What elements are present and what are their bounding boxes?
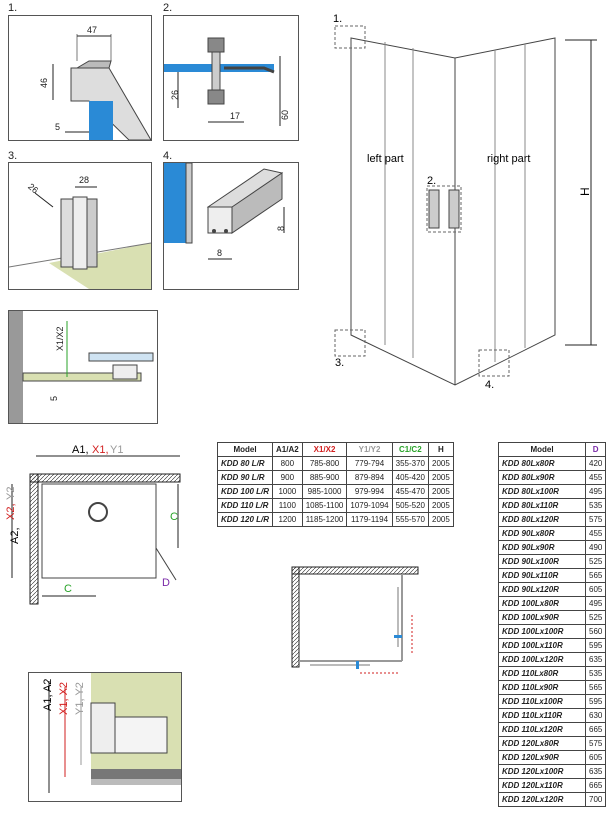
table-cell: 535 xyxy=(586,667,606,681)
table-cell: 2005 xyxy=(429,457,454,471)
table-cell: KDD 80Lx80R xyxy=(499,457,586,471)
table-cell: KDD 80Lx90R xyxy=(499,471,586,485)
table-row xyxy=(499,737,606,751)
enclosure-perspective xyxy=(325,10,609,395)
table-cell: 595 xyxy=(586,639,606,653)
table-cell: 665 xyxy=(586,779,606,793)
plan-y2: Y2 xyxy=(5,486,17,500)
col-d: D xyxy=(586,443,606,457)
col-x: X1/X2 xyxy=(302,443,347,457)
detail-1-height: 46 xyxy=(39,77,49,88)
diagonal-table-header xyxy=(499,443,606,457)
table-cell: KDD 100Lx120R xyxy=(499,653,586,667)
table-cell: 495 xyxy=(586,485,606,499)
detail-2-depth: 17 xyxy=(230,111,241,121)
col-model: Model xyxy=(218,443,273,457)
table-cell: 665 xyxy=(586,723,606,737)
table-row xyxy=(499,471,606,485)
table-cell: KDD 120 L/R xyxy=(218,513,273,527)
detail-2-height: 26 xyxy=(170,89,180,100)
enclosure-drawing xyxy=(325,10,609,395)
table-cell: 405-420 xyxy=(392,471,428,485)
table-row xyxy=(499,779,606,793)
table-row xyxy=(499,555,606,569)
table-cell: 985-1000 xyxy=(302,485,347,499)
table-cell: 785-800 xyxy=(302,457,347,471)
col-h: H xyxy=(429,443,454,457)
table-row xyxy=(499,639,606,653)
table-cell: 979-994 xyxy=(347,485,392,499)
table-cell: 535 xyxy=(586,499,606,513)
table-cell: 885-900 xyxy=(302,471,347,485)
table-row xyxy=(499,695,606,709)
detail-1-width: 47 xyxy=(87,25,98,35)
table-row xyxy=(499,499,606,513)
plan-c-right: C xyxy=(170,511,178,523)
detail-1-drawing xyxy=(9,16,151,140)
detail-1-label: 1. xyxy=(8,2,18,14)
table-cell: 495 xyxy=(586,597,606,611)
height-label: H xyxy=(578,187,592,196)
table-row xyxy=(499,751,606,765)
plan-c-bottom: C xyxy=(64,583,72,595)
table-row xyxy=(499,583,606,597)
callout-3: 3. xyxy=(335,357,345,369)
table-cell: 700 xyxy=(586,793,606,807)
table-row xyxy=(218,471,454,485)
detail-3-depth: 26 xyxy=(26,181,41,196)
table-cell: KDD 120Lx80R xyxy=(499,737,586,751)
callout-4: 4. xyxy=(485,379,495,391)
table-cell: 455 xyxy=(586,527,606,541)
table-row xyxy=(499,681,606,695)
table-cell: KDD 110Lx120R xyxy=(499,723,586,737)
detail-3-label: 3. xyxy=(8,150,18,162)
table-cell: KDD 80Lx100R xyxy=(499,485,586,499)
table-cell: 2005 xyxy=(429,471,454,485)
table-cell: 630 xyxy=(586,709,606,723)
table-row xyxy=(499,611,606,625)
table-cell: 595 xyxy=(586,695,606,709)
table-cell: KDD 110Lx80R xyxy=(499,667,586,681)
table-cell: KDD 100Lx80R xyxy=(499,597,586,611)
detail-3-drawing xyxy=(9,163,151,289)
plan-drawing xyxy=(0,440,215,620)
detail-2-drawing xyxy=(164,16,298,140)
table-row xyxy=(499,485,606,499)
table-row xyxy=(218,499,454,513)
table-cell: KDD 110Lx90R xyxy=(499,681,586,695)
section-y: Y1, Y2 xyxy=(74,682,86,715)
table-cell: KDD 120Lx120R xyxy=(499,793,586,807)
table-cell: KDD 100Lx90R xyxy=(499,611,586,625)
detail-1-panel xyxy=(8,15,152,141)
plan-a2: A2, xyxy=(9,527,21,544)
table-row xyxy=(499,513,606,527)
table-row xyxy=(499,541,606,555)
detail-4-label: 4. xyxy=(163,150,173,162)
table-cell: 900 xyxy=(273,471,303,485)
callout-1: 1. xyxy=(333,13,343,25)
table-cell: 1185-1200 xyxy=(302,513,347,527)
table-cell: KDD 90 L/R xyxy=(218,471,273,485)
detail-4-height: 8 xyxy=(276,225,286,231)
table-row xyxy=(499,793,606,807)
detail-2-label: 2. xyxy=(163,2,173,14)
table-cell: KDD 110Lx110R xyxy=(499,709,586,723)
table-cell: KDD 80Lx110R xyxy=(499,499,586,513)
detail-3-panel xyxy=(8,162,152,290)
table-cell: 1000 xyxy=(273,485,303,499)
table-cell: 560 xyxy=(586,625,606,639)
table-cell: KDD 110 L/R xyxy=(218,499,273,513)
right-part-label: right part xyxy=(487,153,531,165)
table-cell: 635 xyxy=(586,765,606,779)
table-cell: KDD 110Lx100R xyxy=(499,695,586,709)
detail-2-total: 60 xyxy=(280,109,290,120)
table-cell: KDD 90Lx120R xyxy=(499,583,586,597)
table-cell: 420 xyxy=(586,457,606,471)
section-drawing xyxy=(29,673,181,801)
table-cell: 1200 xyxy=(273,513,303,527)
table-cell: 2005 xyxy=(429,499,454,513)
table-cell: 565 xyxy=(586,681,606,695)
table-cell: KDD 90Lx100R xyxy=(499,555,586,569)
plan-y1: Y1 xyxy=(110,444,124,456)
table-cell: 1179-1194 xyxy=(347,513,392,527)
plan-x2: X2, xyxy=(5,503,17,520)
table-row xyxy=(218,457,454,471)
table-cell: 455 xyxy=(586,471,606,485)
col-c: C1/C2 xyxy=(392,443,428,457)
table-cell: 800 xyxy=(273,457,303,471)
table-row xyxy=(218,485,454,499)
door-swing-drawing xyxy=(290,565,430,675)
table-cell: 605 xyxy=(586,583,606,597)
table-cell: 1100 xyxy=(273,499,303,513)
table-cell: 635 xyxy=(586,653,606,667)
table-cell: 525 xyxy=(586,555,606,569)
table-cell: 555-570 xyxy=(392,513,428,527)
table-row xyxy=(499,625,606,639)
table-cell: 525 xyxy=(586,611,606,625)
table-cell: KDD 90Lx110R xyxy=(499,569,586,583)
section-a: A1, A2 xyxy=(42,678,54,711)
door-swing-diagram xyxy=(290,565,430,675)
col-model-2: Model xyxy=(499,443,586,457)
detail-2-panel xyxy=(163,15,299,141)
detail-4-panel xyxy=(163,162,299,290)
table-row xyxy=(499,765,606,779)
section-view xyxy=(28,672,182,802)
detail-4-width: 8 xyxy=(217,248,223,258)
section-x: X1, X2 xyxy=(58,681,70,715)
table-row xyxy=(499,653,606,667)
plan-view xyxy=(0,440,215,620)
table-cell: 605 xyxy=(586,751,606,765)
col-a: A1/A2 xyxy=(273,443,303,457)
detail-4-drawing xyxy=(164,163,298,289)
table-cell: 779-794 xyxy=(347,457,392,471)
table-row xyxy=(499,597,606,611)
side-gap: 5 xyxy=(49,395,59,401)
table-cell: KDD 80 L/R xyxy=(218,457,273,471)
plan-d: D xyxy=(162,577,170,589)
table-row xyxy=(499,667,606,681)
plan-a1: A1, xyxy=(72,444,89,456)
col-y: Y1/Y2 xyxy=(347,443,392,457)
table-cell: 1085-1100 xyxy=(302,499,347,513)
dimension-table xyxy=(217,442,454,527)
dimension-table-header xyxy=(218,443,454,457)
table-cell: 879-894 xyxy=(347,471,392,485)
table-cell: 2005 xyxy=(429,485,454,499)
table-cell: KDD 100Lx100R xyxy=(499,625,586,639)
table-cell: 355-370 xyxy=(392,457,428,471)
left-part-label: left part xyxy=(367,153,404,165)
table-cell: 490 xyxy=(586,541,606,555)
table-cell: 565 xyxy=(586,569,606,583)
table-cell: KDD 120Lx110R xyxy=(499,779,586,793)
detail-3-width: 28 xyxy=(79,175,90,185)
diagonal-table xyxy=(498,442,606,807)
detail-1-base: 5 xyxy=(55,122,61,132)
table-cell: KDD 120Lx90R xyxy=(499,751,586,765)
side-x-label: X1/X2 xyxy=(55,326,65,351)
table-cell: 505-520 xyxy=(392,499,428,513)
table-cell: KDD 100Lx110R xyxy=(499,639,586,653)
table-row xyxy=(499,457,606,471)
table-row xyxy=(499,723,606,737)
table-cell: 455-470 xyxy=(392,485,428,499)
table-cell: KDD 80Lx120R xyxy=(499,513,586,527)
table-cell: KDD 90Lx80R xyxy=(499,527,586,541)
table-cell: KDD 100 L/R xyxy=(218,485,273,499)
table-cell: 1079-1094 xyxy=(347,499,392,513)
table-cell: KDD 120Lx100R xyxy=(499,765,586,779)
callout-2: 2. xyxy=(427,175,437,187)
table-cell: KDD 90Lx90R xyxy=(499,541,586,555)
table-row xyxy=(218,513,454,527)
table-row xyxy=(499,527,606,541)
table-cell: 2005 xyxy=(429,513,454,527)
side-detail-drawing xyxy=(9,311,157,423)
table-row xyxy=(499,569,606,583)
side-detail-panel xyxy=(8,310,158,424)
plan-x1: X1, xyxy=(92,444,109,456)
table-row xyxy=(499,709,606,723)
table-cell: 575 xyxy=(586,737,606,751)
table-cell: 575 xyxy=(586,513,606,527)
